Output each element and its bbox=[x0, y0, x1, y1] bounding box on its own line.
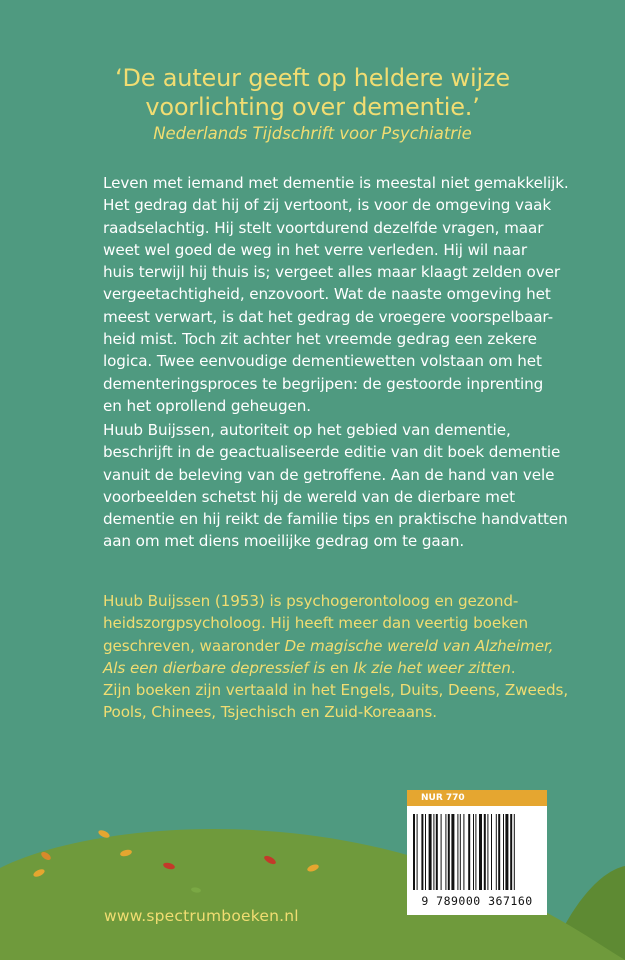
barcode-bar bbox=[413, 814, 415, 890]
barcode-bar bbox=[451, 814, 454, 890]
text-line: heid mist. Toch zit achter het vreemde gedrag een zekere bbox=[103, 330, 537, 349]
barcode-bar bbox=[503, 814, 504, 890]
barcode-bar bbox=[457, 814, 458, 890]
text-line: weet wel goed de weg in het verre verleden. Hij wil naar bbox=[103, 240, 527, 259]
text-line: en het oprollend geheugen. bbox=[103, 396, 311, 415]
barcode-bar bbox=[433, 814, 434, 890]
text-line: logica. Twee eenvoudige dementiewetten volstaan om het bbox=[103, 352, 542, 371]
barcode-bar bbox=[425, 814, 426, 890]
barcode-bar bbox=[514, 814, 515, 890]
text-line: beschrijft in de geactualiseerde editie van dit boek dementie bbox=[103, 443, 561, 462]
text-line: Pools, Chinees, Tsjechisch en Zuid-Koreaans. bbox=[103, 703, 437, 722]
quote-line-1: ‘De auteur geeft op heldere wijze bbox=[115, 64, 510, 92]
text-line: heidszorgpsycholoog. Hij heeft meer dan veertig boeken bbox=[103, 614, 529, 633]
barcode-box bbox=[407, 790, 547, 915]
barcode-bar bbox=[487, 814, 488, 890]
barcode-bar bbox=[445, 814, 446, 890]
text-span: . bbox=[510, 658, 516, 677]
text-line: Leven met iemand met dementie is meestal niet gemakkelijk. bbox=[103, 174, 569, 192]
quote-source: Nederlands Tijdschrift voor Psychiatrie bbox=[153, 124, 472, 143]
text-line: Huub Buijssen (1953) is psychogerontoloog en gezond- bbox=[103, 592, 519, 610]
book-title: Ik zie het weer zitten bbox=[353, 658, 511, 677]
text-line: voorbeelden schetst hij de wereld van de dierbare met bbox=[103, 487, 515, 506]
barcode-bar bbox=[484, 814, 486, 890]
barcode-bar bbox=[510, 814, 512, 890]
text-line: Het gedrag dat hij of zij vertoont, is voor de omgeving vaak bbox=[103, 196, 552, 215]
barcode-bar bbox=[479, 814, 482, 890]
barcode-bar bbox=[441, 814, 442, 890]
barcode-bar bbox=[498, 814, 500, 890]
text-line: Huub Buijssen, autoriteit op het gebied van dementie, bbox=[103, 421, 511, 439]
isbn-number: 9 789000 367160 bbox=[421, 894, 533, 908]
text-line: Zijn boeken zijn vertaald in het Engels, Duits, Deens, Zweeds, bbox=[103, 681, 569, 700]
text-line: vergeetachtigheid, enzovoort. Wat de naaste omgeving het bbox=[103, 285, 551, 304]
text-line: raadselachtig. Hij stelt voortdurend dezelfde vragen, maar bbox=[103, 218, 544, 237]
text-line: dementie en hij reikt de familie tips en praktische handvatten bbox=[103, 510, 568, 529]
barcode-bar bbox=[473, 814, 474, 890]
barcode-bar bbox=[468, 814, 470, 890]
text-line: dementeringsproces te begrijpen: de gestoorde inprenting bbox=[103, 374, 544, 393]
barcode-bar bbox=[491, 814, 492, 890]
quote-line-2: voorlichting over dementie.’ bbox=[145, 93, 480, 121]
nur-label: NUR 770 bbox=[407, 790, 547, 806]
text-line: vanuit de beleving van de getroffene. Aan de hand van vele bbox=[103, 465, 555, 484]
barcode-bar bbox=[417, 814, 418, 890]
barcode-icon bbox=[413, 814, 541, 894]
barcode-bar bbox=[463, 814, 464, 890]
barcode-bar bbox=[436, 814, 438, 890]
barcode-bar bbox=[448, 814, 450, 890]
text-span: geschreven, waaronder bbox=[103, 636, 285, 655]
text-span: en bbox=[325, 658, 354, 677]
barcode-bar bbox=[505, 814, 508, 890]
barcode-bar bbox=[496, 814, 497, 890]
barcode-bar bbox=[429, 814, 432, 890]
text-line: huis terwijl hij thuis is; vergeet alles maar klaagt zelden over bbox=[103, 263, 561, 282]
barcode-bar bbox=[421, 814, 423, 890]
book-title: De magische wereld van Alzheimer, bbox=[284, 636, 554, 655]
text-line: meest verwart, is dat het gedrag de vroegere voorspelbaar- bbox=[103, 307, 553, 326]
barcode-bar bbox=[475, 814, 476, 890]
publisher-website[interactable]: www.spectrumboeken.nl bbox=[104, 907, 299, 925]
barcode-bar bbox=[460, 814, 461, 890]
book-title: Als een dierbare depressief is bbox=[103, 658, 326, 677]
text-line: aan om met diens moeilijke gedrag om te gaan. bbox=[103, 532, 465, 551]
